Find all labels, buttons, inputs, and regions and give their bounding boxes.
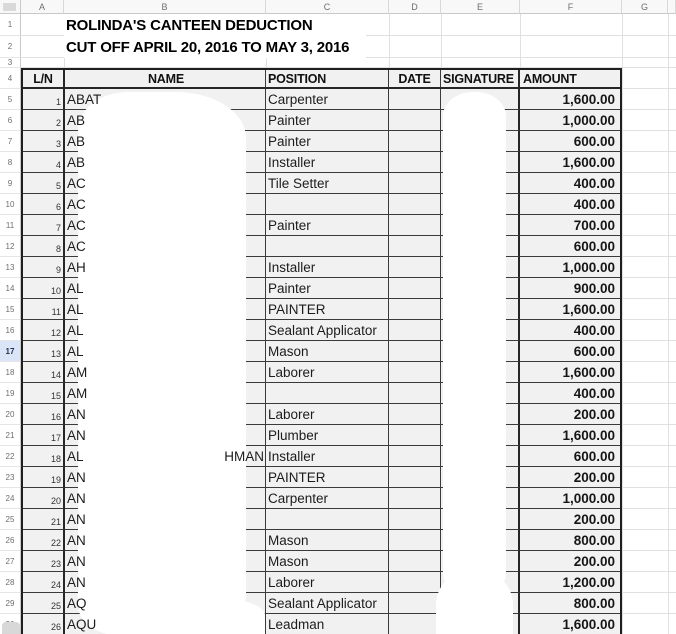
ln-value: 7 [55, 223, 61, 233]
amount-value: 400.00 [573, 322, 615, 338]
amount-value: 1,000.00 [562, 490, 615, 506]
position-value: PAINTER [268, 469, 326, 485]
name-value: AN [67, 511, 86, 527]
ln-value: 5 [55, 181, 61, 191]
cell-position[interactable] [266, 530, 389, 551]
amount-value: 900.00 [573, 280, 615, 296]
position-value: Installer [268, 259, 316, 275]
amount-value: 800.00 [573, 532, 615, 548]
cell-position[interactable] [266, 383, 389, 404]
position-value: Laborer [268, 574, 315, 590]
name-value: AQ [67, 595, 87, 611]
cell-position[interactable] [266, 362, 389, 383]
ln-value: 21 [50, 517, 61, 527]
cell-amount[interactable] [520, 152, 620, 173]
row-header-18[interactable]: 18 [0, 362, 21, 383]
cell-amount[interactable] [520, 446, 620, 467]
cell-position[interactable] [266, 488, 389, 509]
row-header-2[interactable]: 2 [0, 36, 21, 58]
header-amount[interactable]: AMOUNT [520, 70, 620, 89]
cell-date[interactable] [389, 278, 441, 299]
cell-date[interactable] [389, 341, 441, 362]
name-value: AM [67, 364, 88, 380]
position-value: PAINTER [268, 301, 326, 317]
cell-position[interactable] [266, 467, 389, 488]
position-value: Laborer [268, 406, 315, 422]
row-header-1[interactable]: 1 [0, 14, 21, 36]
amount-value: 1,600.00 [562, 301, 615, 317]
cell-ln[interactable] [23, 236, 65, 257]
position-value: Painter [268, 133, 311, 149]
position-value: Sealant Applicator [268, 595, 377, 611]
amount-value: 1,200.00 [562, 574, 615, 590]
position-value: Painter [268, 280, 311, 296]
cell-amount[interactable] [520, 257, 620, 278]
row-header-24[interactable]: 24 [0, 488, 21, 509]
cell-position[interactable] [266, 404, 389, 425]
cell-date[interactable] [389, 236, 441, 257]
ln-value: 24 [50, 580, 61, 590]
cell-ln[interactable] [23, 509, 65, 530]
row-header-22[interactable]: 22 [0, 446, 21, 467]
name-value: AN [67, 406, 86, 422]
name-value: AQU [67, 616, 97, 632]
cell-ln[interactable] [23, 194, 65, 215]
name-value: AN [67, 469, 86, 485]
cell-date[interactable] [389, 614, 441, 634]
ln-value: 3 [55, 139, 61, 149]
cell-ln[interactable] [23, 320, 65, 341]
cell-ln[interactable] [23, 362, 65, 383]
ln-value: 8 [55, 244, 61, 254]
position-value: Installer [268, 448, 316, 464]
row-header-23[interactable]: 23 [0, 467, 21, 488]
ln-value: 22 [50, 538, 61, 548]
cell-position[interactable] [266, 446, 389, 467]
ln-value: 6 [55, 202, 61, 212]
cell-date[interactable] [389, 152, 441, 173]
name-value: AB [67, 133, 86, 149]
amount-value: 700.00 [573, 217, 615, 233]
row-header-11[interactable]: 11 [0, 215, 21, 236]
name-value: AC [67, 175, 86, 191]
cell-date[interactable] [389, 257, 441, 278]
cell-ln[interactable] [23, 425, 65, 446]
cell-position[interactable] [266, 236, 389, 257]
name-value: AN [67, 532, 86, 548]
row-header-3[interactable]: 3 [0, 58, 21, 68]
amount-value: 200.00 [573, 406, 615, 422]
position-value: Sealant Applicator [268, 322, 377, 338]
row-header-16[interactable]: 16 [0, 320, 21, 341]
cell-ln[interactable] [23, 572, 65, 593]
cell-date[interactable] [389, 173, 441, 194]
cell-date[interactable] [389, 194, 441, 215]
name-value: AH [67, 259, 86, 275]
header-name[interactable]: NAME [65, 70, 266, 89]
amount-value: 800.00 [573, 595, 615, 611]
amount-value: 600.00 [573, 343, 615, 359]
cell-position[interactable] [266, 173, 389, 194]
amount-value: 400.00 [573, 385, 615, 401]
cell-ln[interactable] [23, 467, 65, 488]
cell-date[interactable] [389, 131, 441, 152]
row-header-13[interactable]: 13 [0, 257, 21, 278]
row-header-4[interactable]: 4 [0, 68, 21, 89]
cell-position[interactable] [266, 278, 389, 299]
select-all-corner[interactable] [0, 0, 21, 14]
ln-value: 19 [50, 475, 61, 485]
cell-amount[interactable] [520, 467, 620, 488]
header-date[interactable]: DATE [389, 70, 441, 89]
amount-value: 1,600.00 [562, 364, 615, 380]
name-value: AC [67, 217, 86, 233]
cell-ln[interactable] [23, 488, 65, 509]
position-value: Mason [268, 532, 309, 548]
ln-value: 4 [55, 160, 61, 170]
row-header-10[interactable]: 10 [0, 194, 21, 215]
cell-amount[interactable] [520, 509, 620, 530]
name-value: AM [67, 385, 88, 401]
cell-position[interactable] [266, 614, 389, 634]
row-header-partial[interactable] [2, 622, 20, 634]
position-value: Mason [268, 553, 309, 569]
cell-amount[interactable] [520, 110, 620, 131]
header-position[interactable]: POSITION [266, 70, 389, 89]
ln-value: 20 [50, 496, 61, 506]
redaction-blob-names-flare [120, 595, 265, 634]
ln-value: 13 [50, 349, 61, 359]
row-header-17[interactable]: 17 [0, 341, 21, 362]
cell-amount[interactable] [520, 278, 620, 299]
cell-date[interactable] [389, 383, 441, 404]
cell-date[interactable] [389, 110, 441, 131]
cell-amount[interactable] [520, 215, 620, 236]
cell-date[interactable] [389, 89, 441, 110]
amount-value: 400.00 [573, 175, 615, 191]
cell-date[interactable] [389, 215, 441, 236]
name-value: AN [67, 490, 86, 506]
column-header-F[interactable]: F [520, 0, 622, 14]
row-header-5[interactable]: 5 [0, 89, 21, 110]
cell-position[interactable] [266, 509, 389, 530]
cell-position[interactable] [266, 257, 389, 278]
header-ln[interactable]: L/N [23, 70, 65, 89]
row-header-12[interactable]: 12 [0, 236, 21, 257]
cell-ln[interactable] [23, 530, 65, 551]
row-header-14[interactable]: 14 [0, 278, 21, 299]
cell-date[interactable] [389, 320, 441, 341]
cell-amount[interactable] [520, 488, 620, 509]
cell-ln[interactable] [23, 215, 65, 236]
cell-amount[interactable] [520, 173, 620, 194]
name-value: AL [67, 322, 84, 338]
gridline [622, 14, 623, 634]
cell-ln[interactable] [23, 173, 65, 194]
cell-ln[interactable] [23, 614, 65, 634]
ln-value: 9 [55, 265, 61, 275]
redaction-blob-names [78, 92, 246, 634]
cell-amount[interactable] [520, 362, 620, 383]
gridline [668, 14, 669, 634]
cell-position[interactable] [266, 593, 389, 614]
row-header-20[interactable]: 20 [0, 404, 21, 425]
column-header-A[interactable]: A [21, 0, 64, 14]
cell-amount[interactable] [520, 404, 620, 425]
cell-position[interactable] [266, 299, 389, 320]
cell-ln[interactable] [23, 299, 65, 320]
ln-value: 23 [50, 559, 61, 569]
sheet-subtitle[interactable]: CUT OFF APRIL 20, 2016 TO MAY 3, 2016 [64, 36, 366, 58]
name-value: AB [67, 112, 86, 128]
cell-date[interactable] [389, 551, 441, 572]
column-header-G[interactable]: G [622, 0, 668, 14]
name-value: AC [67, 238, 86, 254]
cell-amount[interactable] [520, 530, 620, 551]
amount-value: 1,600.00 [562, 427, 615, 443]
ln-value: 11 [51, 307, 61, 317]
cell-ln[interactable] [23, 278, 65, 299]
position-value: Plumber [268, 427, 319, 443]
cell-date[interactable] [389, 467, 441, 488]
cell-date[interactable] [389, 446, 441, 467]
cell-position[interactable] [266, 131, 389, 152]
ln-value: 14 [50, 370, 61, 380]
ln-value: 18 [50, 454, 61, 464]
amount-value: 600.00 [573, 133, 615, 149]
amount-value: 1,600.00 [562, 154, 615, 170]
cell-ln[interactable] [23, 446, 65, 467]
cell-ln[interactable] [23, 551, 65, 572]
amount-value: 200.00 [573, 553, 615, 569]
row-header-27[interactable]: 27 [0, 551, 21, 572]
cell-amount[interactable] [520, 614, 620, 634]
redaction-blob-signatures [443, 92, 506, 592]
position-value: Mason [268, 343, 309, 359]
cell-ln[interactable] [23, 152, 65, 173]
ln-value: 10 [50, 286, 61, 296]
row-header-19[interactable]: 19 [0, 383, 21, 404]
name-value: AL [67, 280, 84, 296]
cell-amount[interactable] [520, 593, 620, 614]
cell-ln[interactable] [23, 383, 65, 404]
position-value: Painter [268, 112, 311, 128]
name-value: AB [67, 154, 86, 170]
column-header-D[interactable]: D [389, 0, 441, 14]
ln-value: 15 [50, 391, 61, 401]
cell-position[interactable] [266, 320, 389, 341]
cell-amount[interactable] [520, 341, 620, 362]
cell-ln[interactable] [23, 131, 65, 152]
name-value: AN [67, 574, 86, 590]
cell-position[interactable] [266, 551, 389, 572]
cell-amount[interactable] [520, 89, 620, 110]
cell-position[interactable] [266, 425, 389, 446]
row-header-15[interactable]: 15 [0, 299, 21, 320]
position-value: Tile Setter [268, 175, 330, 191]
cell-ln[interactable] [23, 257, 65, 278]
sheet-title[interactable]: ROLINDA'S CANTEEN DEDUCTION [64, 14, 366, 36]
cell-amount[interactable] [520, 425, 620, 446]
cell-ln[interactable] [23, 404, 65, 425]
position-value: Carpenter [268, 490, 329, 506]
row-header-8[interactable]: 8 [0, 152, 21, 173]
position-value: Leadman [268, 616, 325, 632]
ln-value: 1 [55, 97, 61, 107]
row-header-25[interactable]: 25 [0, 509, 21, 530]
name-value: ABAT [67, 91, 102, 107]
cell-date[interactable] [389, 362, 441, 383]
position-value: Laborer [268, 364, 315, 380]
column-header-B[interactable]: B [64, 0, 266, 14]
cell-ln[interactable] [23, 110, 65, 131]
name-value: AC [67, 196, 86, 212]
amount-value: 1,000.00 [562, 259, 615, 275]
cell-ln[interactable] [23, 593, 65, 614]
cell-amount[interactable] [520, 131, 620, 152]
cell-date[interactable] [389, 425, 441, 446]
cell-position[interactable] [266, 110, 389, 131]
cell-date[interactable] [389, 530, 441, 551]
name-overflow: HMAN [224, 448, 264, 464]
cell-position[interactable] [266, 194, 389, 215]
amount-value: 400.00 [573, 196, 615, 212]
amount-value: 1,000.00 [562, 112, 615, 128]
row-header-21[interactable]: 21 [0, 425, 21, 446]
cell-amount[interactable] [520, 236, 620, 257]
amount-value: 1,600.00 [562, 616, 615, 632]
row-header-9[interactable]: 9 [0, 173, 21, 194]
column-header-C[interactable]: C [266, 0, 389, 14]
cell-amount[interactable] [520, 572, 620, 593]
header-signature[interactable]: SIGNATURE [441, 70, 520, 89]
amount-value: 200.00 [573, 469, 615, 485]
cell-amount[interactable] [520, 551, 620, 572]
row-header-28[interactable]: 28 [0, 572, 21, 593]
position-value: Carpenter [268, 91, 329, 107]
cell-position[interactable] [266, 572, 389, 593]
cell-amount[interactable] [520, 383, 620, 404]
cell-amount[interactable] [520, 320, 620, 341]
amount-value: 200.00 [573, 511, 615, 527]
cell-amount[interactable] [520, 194, 620, 215]
ln-value: 17 [50, 433, 61, 443]
amount-value: 1,600.00 [562, 91, 615, 107]
cell-position[interactable] [266, 341, 389, 362]
row-header-26[interactable]: 26 [0, 530, 21, 551]
column-header-partial[interactable] [668, 0, 676, 14]
ln-value: 16 [50, 412, 61, 422]
cell-position[interactable] [266, 152, 389, 173]
cell-date[interactable] [389, 404, 441, 425]
row-header-6[interactable]: 6 [0, 110, 21, 131]
cell-date[interactable] [389, 488, 441, 509]
name-value: AL [67, 343, 84, 359]
ln-value: 26 [50, 622, 61, 632]
cell-ln[interactable] [23, 341, 65, 362]
name-value: AL [67, 301, 84, 317]
amount-value: 600.00 [573, 238, 615, 254]
cell-date[interactable] [389, 299, 441, 320]
name-value: AN [67, 427, 86, 443]
name-value: AN [67, 553, 86, 569]
ln-value: 12 [50, 328, 61, 338]
position-value: Installer [268, 154, 316, 170]
redaction-blob-signatures-flare [436, 570, 513, 634]
cell-ln[interactable] [23, 89, 65, 110]
ln-value: 25 [50, 601, 61, 611]
cell-date[interactable] [389, 593, 441, 614]
amount-value: 600.00 [573, 448, 615, 464]
cell-date[interactable] [389, 572, 441, 593]
row-header-29[interactable]: 29 [0, 593, 21, 614]
cell-position[interactable] [266, 215, 389, 236]
cell-position[interactable] [266, 89, 389, 110]
column-header-E[interactable]: E [441, 0, 520, 14]
ln-value: 2 [55, 118, 61, 128]
cell-date[interactable] [389, 509, 441, 530]
row-header-7[interactable]: 7 [0, 131, 21, 152]
cell-amount[interactable] [520, 299, 620, 320]
name-value: AL [67, 448, 84, 464]
position-value: Painter [268, 217, 311, 233]
